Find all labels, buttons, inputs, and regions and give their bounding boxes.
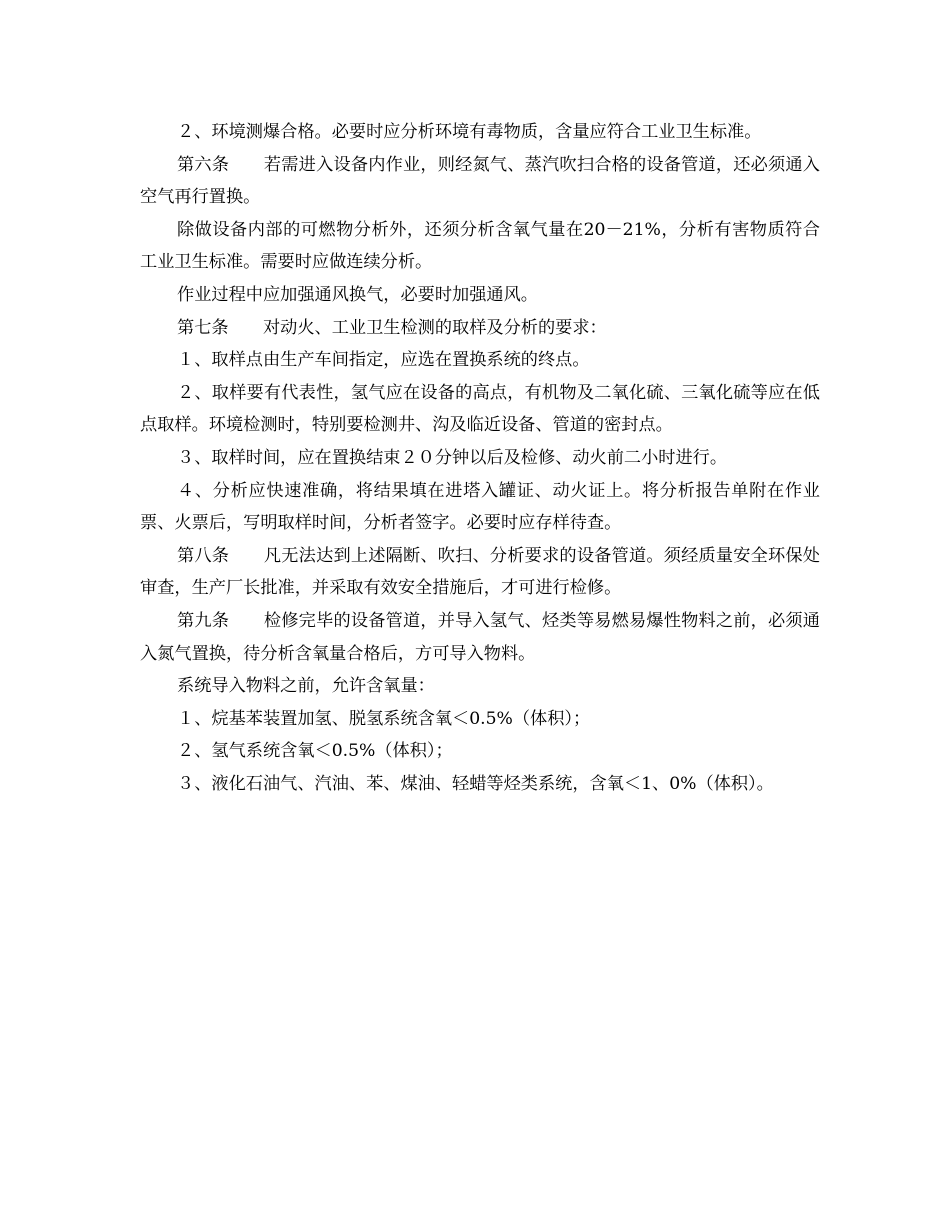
paragraph-oxygen-limit-2: ２、氢气系统含氧＜0.5%（体积）； — [177, 741, 453, 762]
paragraph-oxygen-limit-3: ３、液化石油气、汽油、苯、煤油、轻蜡等烃类系统，含氧＜1、0%（体积）。 — [177, 773, 774, 794]
paragraph-env-explosion-test: ２、环境测爆合格。必要时应分析环境有毒物质，含量应符合工业卫生标准。 — [177, 122, 762, 142]
paragraph-article-8: 第八条 凡无法达到上述隔断、吹扫、分析要求的设备管道。须经质量安全环保处审查，生产厂长批准，并采取有效安全措施后，才可进行检修。 — [140, 545, 820, 599]
paragraph-ventilation: 作业过程中应加强通风换气，必要时加强通风。 — [177, 284, 538, 305]
paragraph-allowed-oxygen: 系统导入物料之前，允许含氧量： — [177, 676, 435, 697]
paragraph-article-9: 第九条 检修完毕的设备管道，并导入氢气、烃类等易燃易爆性物料之前，必须通入氮气置换，待分析含氧量合格后，方可导入物料。 — [140, 610, 820, 664]
paragraph-article-7: 第七条 对动火、工业卫生检测的取样及分析的要求： — [177, 317, 607, 338]
paragraph-oxygen-analysis: 除做设备内部的可燃物分析外，还须分析含氧气量在20－21%，分析有害物质符合工业卫生标准。需要时应做连续分析。 — [140, 219, 820, 273]
paragraph-article-6: 第六条 若需进入设备内作业，则经氮气、蒸汽吹扫合格的设备管道，还必须通入空气再行置换。 — [140, 154, 820, 208]
paragraph-oxygen-limit-1: １、烷基苯装置加氢、脱氢系统含氧＜0.5%（体积）； — [177, 708, 591, 729]
document-body — [140, 116, 820, 800]
paragraph-sampling-representative: ２、取样要有代表性，氢气应在设备的高点，有机物及二氧化硫、三氧化硫等应在低点取样。环境检测时，特别要检测井、沟及临近设备、管道的密封点。 — [140, 382, 820, 436]
paragraph-analysis-record: ４、分析应快速准确，将结果填在进塔入罐证、动火证上。将分析报告单附在作业票、火票后，写明取样时间，分析者签字。必要时应存样待查。 — [140, 480, 820, 534]
paragraph-sampling-time: ３、取样时间，应在置换结束２０分钟以后及检修、动火前二小时进行。 — [177, 447, 728, 468]
paragraph-sampling-point: １、取样点由生产车间指定，应选在置换系统的终点。 — [177, 350, 590, 371]
